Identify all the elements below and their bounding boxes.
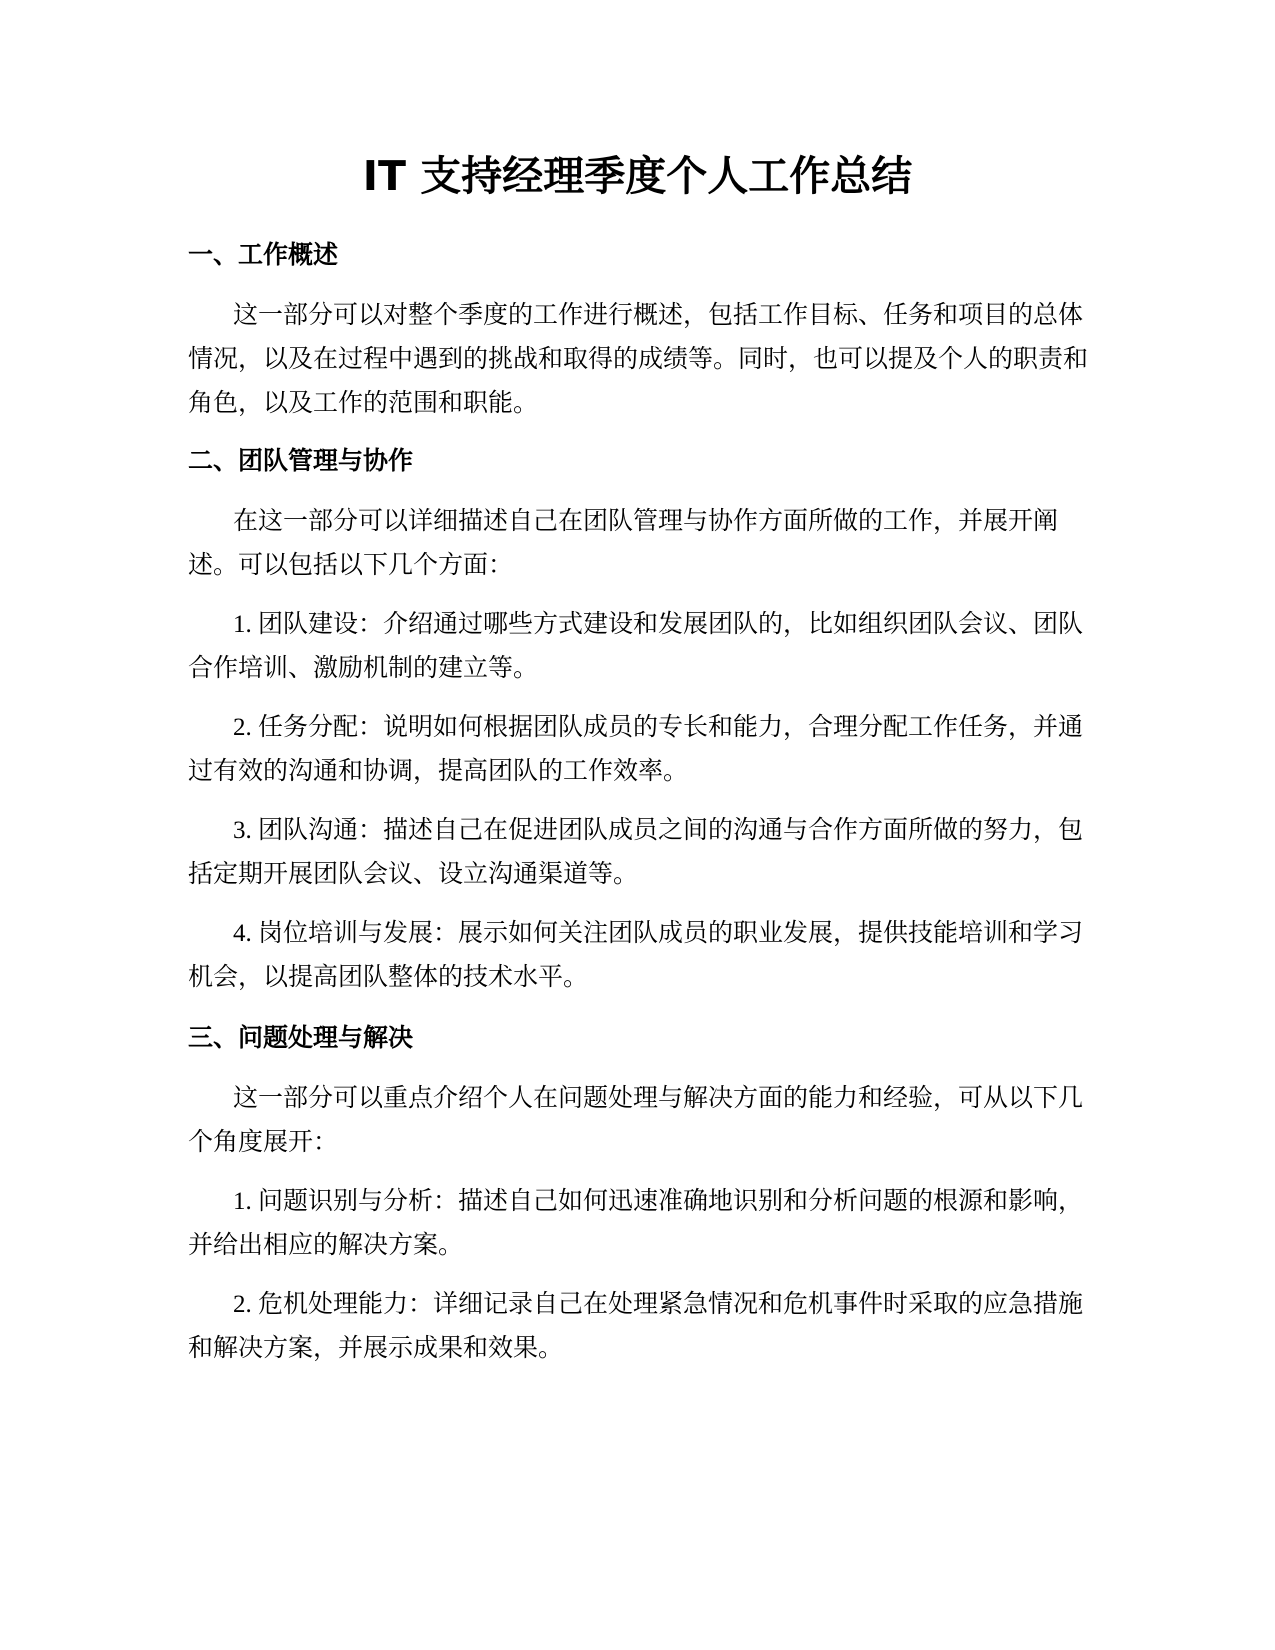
list-item-task-allocation: 2. 任务分配：说明如何根据团队成员的专长和能力，合理分配工作任务，并通过有效的沟通和协调，提高团队的工作效率。 (188, 714, 1084, 785)
list-item-team-building: 1. 团队建设：介绍通过哪些方式建设和发展团队的，比如组织团队会议、团队合作培训、激励机制的建立等。 (188, 611, 1084, 682)
section-heading-team-management: 二、团队管理与协作 (188, 446, 414, 475)
section-heading-overview: 一、工作概述 (188, 240, 339, 269)
paragraph-team-intro: 在这一部分可以详细描述自己在团队管理与协作方面所做的工作，并展开阐述。可以包括以下几个方面： (188, 508, 1059, 579)
list-item-training-development: 4. 岗位培训与发展：展示如何关注团队成员的职业发展，提供技能培训和学习机会，以提高团队整体的技术水平。 (188, 920, 1084, 991)
list-item-problem-identification: 1. 问题识别与分析：描述自己如何迅速准确地识别和分析问题的根源和影响，并给出相应的解决方案。 (188, 1188, 1084, 1259)
list-item-crisis-handling: 2. 危机处理能力：详细记录自己在处理紧急情况和危机事件时采取的应急措施和解决方案，并展示成果和效果。 (188, 1291, 1084, 1362)
paragraph-problem-intro: 这一部分可以重点介绍个人在问题处理与解决方面的能力和经验，可从以下几个角度展开： (188, 1085, 1084, 1156)
list-item-team-communication: 3. 团队沟通：描述自己在促进团队成员之间的沟通与合作方面所做的努力，包括定期开展团队会议、设立沟通渠道等。 (188, 817, 1084, 888)
page-title: IT 支持经理季度个人工作总结 (362, 152, 913, 200)
paragraph-overview: 这一部分可以对整个季度的工作进行概述，包括工作目标、任务和项目的总体情况，以及在过程中遇到的挑战和取得的成绩等。同时，也可以提及个人的职责和角色，以及工作的范围和职能。 (188, 302, 1089, 417)
section-heading-problem-solving: 三、问题处理与解决 (188, 1023, 414, 1052)
